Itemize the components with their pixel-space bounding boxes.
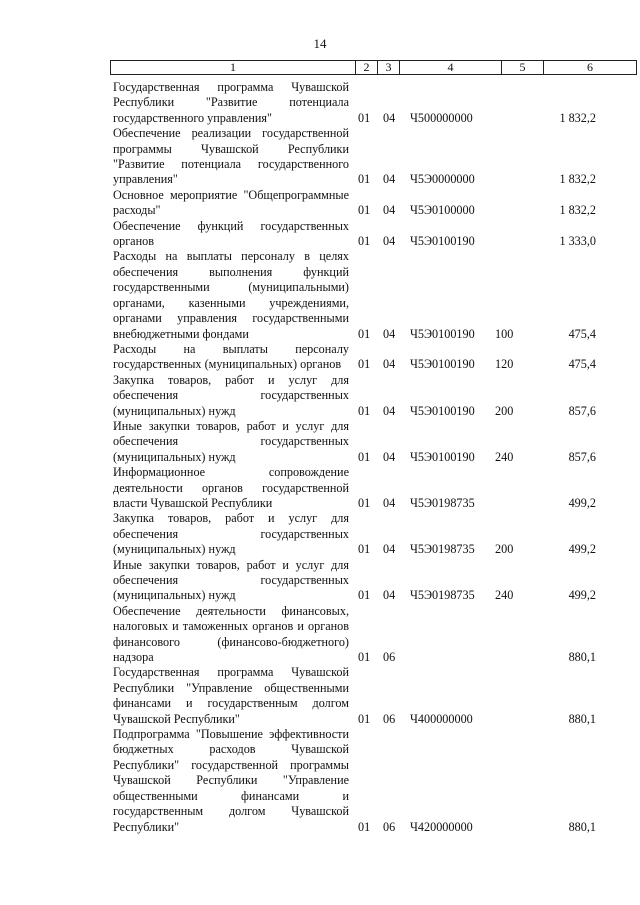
table-row	[0, 604, 640, 666]
row-sum: 880,1	[568, 819, 596, 834]
table-row	[0, 249, 640, 341]
row-csr: Ч5Э0100190	[410, 234, 475, 249]
row-razdel: 01	[358, 172, 371, 187]
row-sum: 880,1	[568, 650, 596, 665]
row-podrazdel: 06	[383, 711, 396, 726]
row-name: Обеспечение деятельности финансовых, налоговых и таможенных органов и органов финансового (финансово-бюджетного) надзора	[113, 603, 349, 665]
row-name: Иные закупки товаров, работ и услуг для обеспечения государственных (муниципальных) нужд	[113, 418, 349, 464]
row-razdel: 01	[358, 588, 371, 603]
row-csr: Ч5Э0198735	[410, 542, 475, 557]
row-name: Информационное сопровождение деятельности органов государственной власти Чувашской Республики	[113, 465, 349, 510]
table-row	[0, 219, 640, 250]
row-podrazdel: 06	[383, 650, 396, 665]
row-name: Обеспечение функций государственных органов	[113, 218, 349, 249]
table-row	[0, 727, 640, 835]
table-row	[0, 465, 640, 511]
header-col-6: 6	[544, 61, 637, 75]
row-razdel: 01	[358, 326, 371, 341]
row-csr: Ч5Э0100000	[410, 203, 475, 218]
header-col-1: 1	[111, 61, 356, 75]
table-row	[0, 665, 640, 727]
row-razdel: 01	[358, 449, 371, 464]
row-razdel: 01	[358, 650, 371, 665]
row-podrazdel: 04	[383, 403, 396, 418]
row-vr: 120	[495, 357, 514, 372]
row-sum: 499,2	[568, 495, 596, 510]
row-csr: Ч5Э0100190	[410, 449, 475, 464]
row-vr: 200	[495, 403, 514, 418]
row-razdel: 01	[358, 495, 371, 510]
row-name: Государственная программа Чувашской Республики "Управление общественными финансами и государственным долгом Чувашской Республики"	[113, 665, 349, 726]
row-csr: Ч420000000	[410, 819, 473, 834]
row-csr: Ч5Э0198735	[410, 495, 475, 510]
row-sum: 857,6	[568, 403, 596, 418]
table-row	[0, 342, 640, 373]
row-name: Расходы на выплаты персоналу государственных (муниципальных) органов	[113, 341, 349, 372]
row-csr: Ч400000000	[410, 711, 473, 726]
row-podrazdel: 04	[383, 588, 396, 603]
header-col-2: 2	[356, 61, 378, 75]
row-name: Закупка товаров, работ и услуг для обеспечения государственных (муниципальных) нужд	[113, 372, 349, 418]
table-header	[110, 60, 637, 75]
row-podrazdel: 04	[383, 234, 396, 249]
table-row	[0, 80, 640, 126]
row-csr: Ч5Э0100190	[410, 403, 475, 418]
header-col-5: 5	[502, 61, 544, 75]
row-podrazdel: 04	[383, 495, 396, 510]
row-sum: 1 333,0	[559, 234, 596, 249]
row-razdel: 01	[358, 110, 371, 125]
row-razdel: 01	[358, 711, 371, 726]
row-podrazdel: 04	[383, 326, 396, 341]
header-col-3: 3	[378, 61, 400, 75]
table-row	[0, 373, 640, 419]
row-podrazdel: 06	[383, 819, 396, 834]
row-razdel: 01	[358, 403, 371, 418]
row-vr: 200	[495, 542, 514, 557]
row-sum: 499,2	[568, 542, 596, 557]
row-sum: 1 832,2	[559, 203, 596, 218]
row-vr: 100	[495, 326, 514, 341]
row-csr: Ч5Э0198735	[410, 588, 475, 603]
page-number: 14	[313, 36, 327, 51]
header-col-4: 4	[400, 61, 502, 75]
row-podrazdel: 04	[383, 110, 396, 125]
row-name: Расходы на выплаты персоналу в целях обеспечения выполнения функций государственными (муниципальными) органами, казенными учреждениями, органами управления государственными внебюджетными фондами	[113, 249, 349, 341]
row-sum: 880,1	[568, 711, 596, 726]
row-razdel: 01	[358, 203, 371, 218]
row-name: Обеспечение реализации государственной программы Чувашской Республики "Развитие потенциала государственного управления"	[113, 126, 349, 187]
row-name: Государственная программа Чувашской Республики "Развитие потенциала государственного управления"	[113, 80, 349, 125]
table-row	[0, 511, 640, 557]
row-sum: 857,6	[568, 449, 596, 464]
row-sum: 1 832,2	[559, 110, 596, 125]
row-podrazdel: 04	[383, 203, 396, 218]
row-csr: Ч5Э0100190	[410, 326, 475, 341]
row-name: Иные закупки товаров, работ и услуг для обеспечения государственных (муниципальных) нужд	[113, 557, 349, 603]
row-vr: 240	[495, 588, 514, 603]
row-csr: Ч500000000	[410, 110, 473, 125]
row-name: Подпрограмма "Повышение эффективности бюджетных расходов Чувашской Республики" государственной программы Чувашской Республики "Управление общественными финансами и государственным долгом Чувашской Республики"	[113, 727, 349, 834]
row-razdel: 01	[358, 234, 371, 249]
row-csr: Ч5Э0100190	[410, 357, 475, 372]
table-row	[0, 188, 640, 219]
row-name: Основное мероприятие "Общепрограммные расходы"	[113, 187, 349, 218]
table-row	[0, 126, 640, 188]
row-razdel: 01	[358, 357, 371, 372]
row-razdel: 01	[358, 542, 371, 557]
row-name: Закупка товаров, работ и услуг для обеспечения государственных (муниципальных) нужд	[113, 511, 349, 557]
row-vr: 240	[495, 449, 514, 464]
row-sum: 475,4	[568, 357, 596, 372]
table-row	[0, 419, 640, 465]
row-sum: 475,4	[568, 326, 596, 341]
row-podrazdel: 04	[383, 357, 396, 372]
row-sum: 499,2	[568, 588, 596, 603]
row-razdel: 01	[358, 819, 371, 834]
budget-table-body	[0, 80, 640, 835]
row-csr: Ч5Э0000000	[410, 172, 475, 187]
row-podrazdel: 04	[383, 449, 396, 464]
row-podrazdel: 04	[383, 172, 396, 187]
row-sum: 1 832,2	[559, 172, 596, 187]
table-row	[0, 558, 640, 604]
row-podrazdel: 04	[383, 542, 396, 557]
